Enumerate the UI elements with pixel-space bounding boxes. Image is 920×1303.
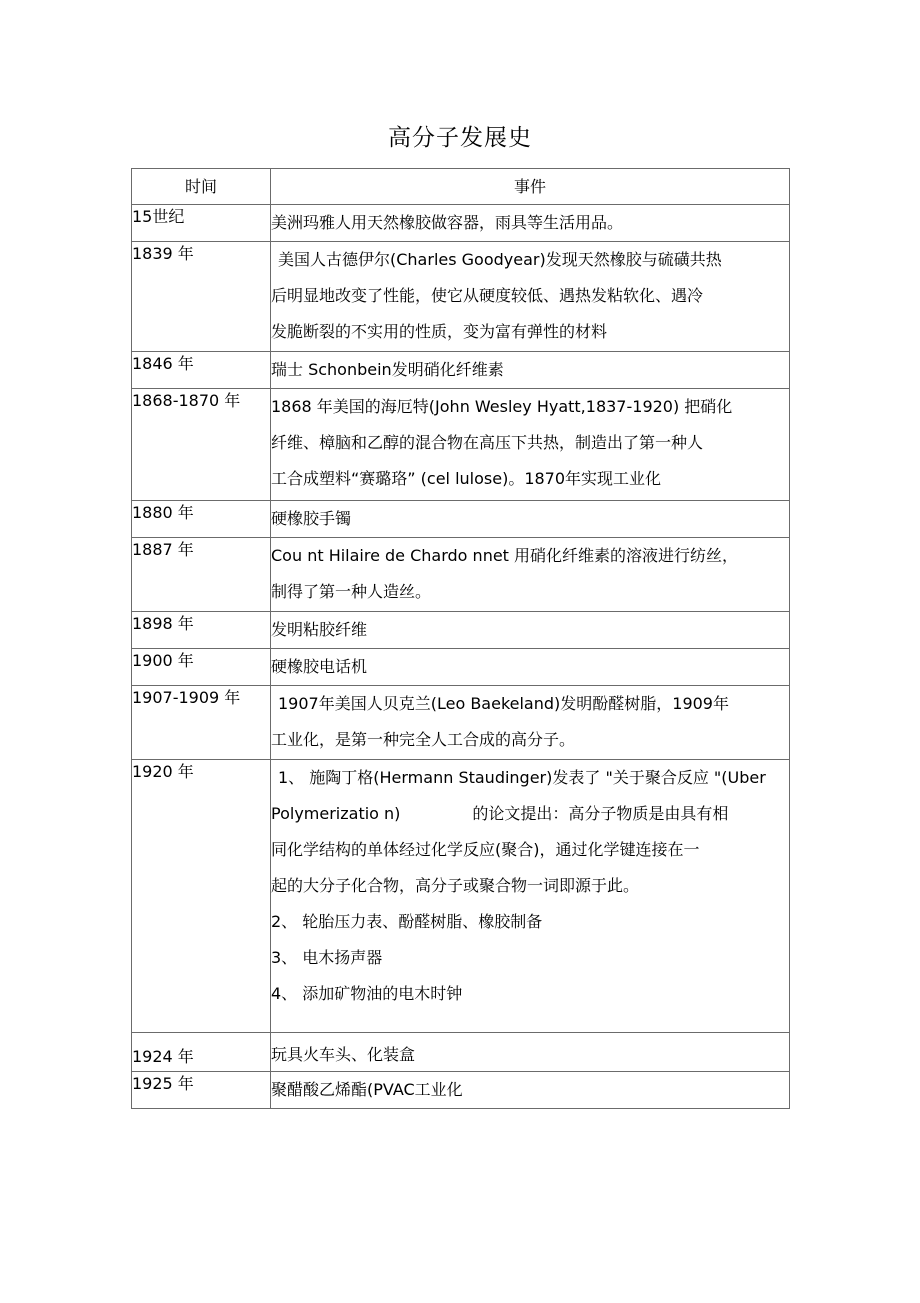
table-row (132, 538, 790, 612)
event-line: 3、 电木扬声器 (271, 948, 383, 967)
row-event (271, 242, 790, 352)
row-time: 1887 年 (132, 538, 271, 612)
row-time: 1925 年 (132, 1072, 271, 1109)
table-header-row (132, 169, 790, 205)
row-time: 1898 年 (132, 612, 271, 649)
row-event (271, 389, 790, 501)
event-line: 1868 年美国的海厄特(John Wesley Hyatt,1837-1920) 把硝化 (271, 397, 733, 416)
table-row (132, 1033, 790, 1072)
row-time: 1907-1909 年 (132, 686, 271, 760)
event-line: 同化学结构的单体经过化学反应(聚合)，通过化学键连接在一 (271, 840, 700, 859)
row-time: 1880 年 (132, 501, 271, 538)
event-line: 硬橡胶手镯 (271, 509, 352, 528)
row-event (271, 1033, 790, 1072)
row-event (271, 760, 790, 1033)
row-time: 1900 年 (132, 649, 271, 686)
page-title: 高分子发展史 (388, 125, 532, 151)
table-row (132, 389, 790, 501)
table-row (132, 352, 790, 389)
table-row (132, 242, 790, 352)
event-line: 美国人古德伊尔(Charles Goodyear)发现天然橡胶与硫磺共热 (278, 250, 722, 269)
event-line: 发明粘胶纤维 (271, 620, 368, 639)
row-time: 15世纪 (132, 205, 271, 242)
row-time: 1920 年 (132, 760, 271, 1033)
event-line: 1907年美国人贝克兰(Leo Baekeland)发明酚醛树脂，1909年 (278, 694, 729, 713)
event-line-tail: 的论文提出：高分子物质是由具有相 (472, 804, 729, 823)
event-line: 发脆断裂的不实用的性质，变为富有弹性的材料 (271, 322, 608, 341)
header-event: 事件 (271, 169, 790, 205)
table-row (132, 1072, 790, 1109)
event-line: 起的大分子化合物，高分子或聚合物一词即源于此。 (271, 876, 640, 895)
event-line: 后明显地改变了性能，使它从硬度较低、遇热发粘软化、遇冷 (271, 286, 704, 305)
event-line: 聚醋酸乙烯酯(PVAC工业化 (271, 1080, 463, 1099)
table-row (132, 612, 790, 649)
row-time: 1868-1870 年 (132, 389, 271, 501)
event-line: 1、 施陶丁格(Hermann Staudinger)发表了 "关于聚合反应 "(Uber (278, 768, 766, 787)
event-line: 4、 添加矿物油的电木时钟 (271, 984, 463, 1003)
table-row (132, 501, 790, 538)
row-event (271, 352, 790, 389)
row-event (271, 538, 790, 612)
event-line: 硬橡胶电话机 (271, 657, 368, 676)
header-time: 时间 (132, 169, 271, 205)
table-row (132, 205, 790, 242)
row-event (271, 205, 790, 242)
event-line: 2、 轮胎压力表、酚醛树脂、橡胶制备 (271, 912, 543, 931)
row-event (271, 649, 790, 686)
row-event (271, 501, 790, 538)
row-time: 1839 年 (132, 242, 271, 352)
event-line: 玩具火车头、化装盒 (271, 1045, 416, 1064)
event-line: 瑞士 Schonbein发明硝化纤维素 (271, 360, 504, 379)
row-event (271, 686, 790, 760)
event-line-head: Polymerizatio n) (271, 804, 401, 823)
row-event (271, 1072, 790, 1109)
table-row (132, 649, 790, 686)
event-line: Cou nt Hilaire de Chardo nnet 用硝化纤维素的溶液进行纺丝， (271, 546, 739, 565)
row-event (271, 612, 790, 649)
event-line: 制得了第一种人造丝。 (271, 582, 432, 601)
event-line (271, 796, 789, 832)
row-time: 1924 年 (132, 1033, 271, 1072)
event-line: 工业化，是第一种完全人工合成的高分子。 (271, 730, 576, 749)
history-table (131, 168, 790, 1109)
table-row (132, 686, 790, 760)
table-row (132, 760, 790, 1033)
event-line: 工合成塑料“赛璐珞” (cel lulose)。1870年实现工业化 (271, 469, 662, 488)
row-time: 1846 年 (132, 352, 271, 389)
event-line: 纤维、樟脑和乙醇的混合物在高压下共热，制造出了第一种人 (271, 433, 704, 452)
event-line: 美洲玛雅人用天然橡胶做容器，雨具等生活用品。 (271, 213, 624, 232)
